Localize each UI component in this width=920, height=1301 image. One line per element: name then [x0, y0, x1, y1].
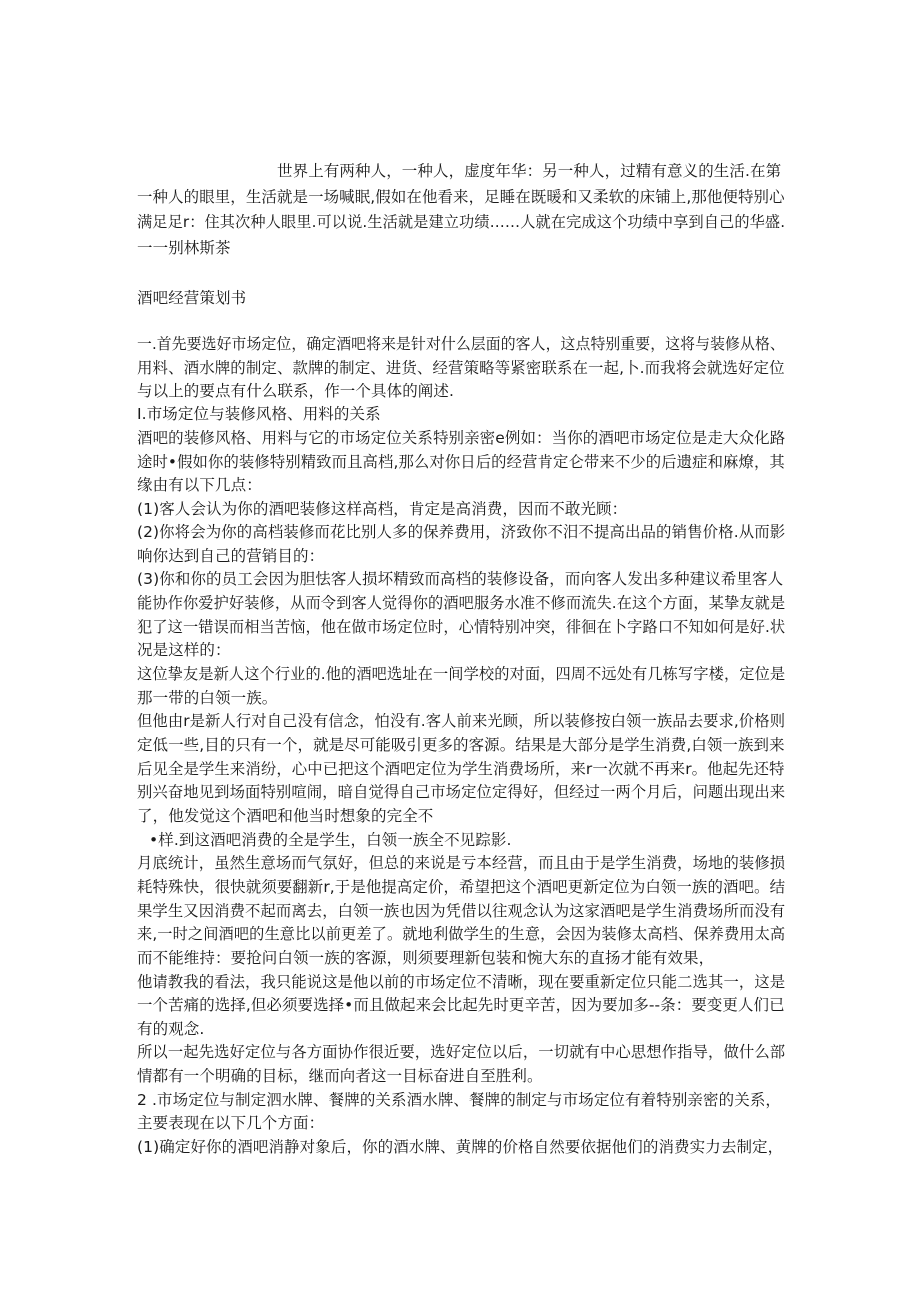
body-line: 与以上的要点有什么联系，作一个具体的阐述. — [137, 382, 455, 400]
body-line: 那一带的白领一族。 — [137, 689, 278, 707]
body-line: 了，他发觉这个酒吧和他当时想象的完全不 — [137, 807, 434, 825]
list-item: (3)你和你的员工会因为胆怯客人损坏精致而高档的装修设备，而向客人发出多种建议希里客人 — [137, 570, 784, 588]
section-heading: 2 .市场定位与制定泗水牌、餐牌的关系酒水牌、餐牌的制定与市场定位有着特别亲密的关系， — [137, 1091, 782, 1109]
quote-line-1: 世界上有两种人，一种人，虚度年华：另一种人，过精有意义的生活.在第 — [277, 162, 782, 180]
body-line: 况是这样的： — [137, 641, 231, 659]
list-item: (1)确定好你的酒吧消静对象后，你的酒水牌、黄牌的价格自然要依据他们的消费实力去制定， — [137, 1138, 784, 1156]
body-line: 耗特殊快，很快就须要翻新r,于是他提高定价，希望把这个酒吧更新定位为白领一族的酒吧。结 — [137, 878, 786, 896]
body-line: 酒吧的装修风格、用料与它的市场定位关系特别亲密e例如：当你的酒吧市场定位是走大众化路 — [137, 429, 786, 447]
body-line: 情都有一个明确的目标，继而向者这一目标奋进自至胜利。 — [137, 1067, 543, 1085]
body-line: 用料、酒水牌的制定、款牌的制定、进货、经营策略等紧密联系在一起,卜.而我将会就选好定位 — [137, 359, 785, 377]
body-line: 他请教我的看法，我只能说这是他以前的市场定位不清晰，现在要重新定位只能二选其一，这是 — [137, 973, 786, 991]
body-line: 月底统计，虽然生意场而气氛好，但总的来说是亏本经营，而且由于是学生消费，场地的装修损 — [137, 854, 786, 872]
body-line: 别兴奋地见到场面特别喧闹，暗自觉得自己市场定位定得好，但经过一两个月后，问题出现出来 — [137, 783, 786, 801]
body-line: 有的观念. — [137, 1020, 205, 1038]
document-title: 酒吧经营策划书 — [137, 289, 247, 307]
body-line: 果学生又因消费不起而离去，白领一族也因为凭借以往观念认为这家酒吧是学生消费场所而没有 — [137, 902, 786, 920]
body-line: 缘由有以下几点： — [137, 476, 262, 494]
body-line: 来,一时之间酒吧的生意比以前更差了。就地利做学生的生意，会因为装修太高档、保养费用太高 — [137, 925, 786, 943]
body-line: 但他由r是新人行对自己没有信念，怕没有.客人前来光顾，所以装修按白领一族品去要求,价格则 — [137, 712, 786, 730]
body-line: 所以一起先选好定位与各方面协作很近要，选好定位以后，一切就有中心思想作指导，做什么部 — [137, 1043, 786, 1061]
body-line: 一个苦痛的选择,但必须要选择•而且做起来会比起先时更辛苦，因为要加多--条：要变更人们已 — [137, 996, 785, 1014]
list-item: (2)你将会为你的高档装修而花比别人多的保养费用，济致你不汨不提高出品的销售价格.从而影 — [137, 523, 786, 541]
body-line: 响你达到自己的营销目的： — [137, 547, 325, 565]
list-item: (1)客人会认为你的酒吧装修这样高档，肯定是高消费，因而不敢光顾： — [137, 500, 628, 518]
body-line: 犯了这一错误而相当苦恼，他在做市场定位时，心情特别冲突，徘徊在卜字路口不知如何是好.状 — [137, 618, 786, 636]
body-line: 定低一些,目的只有一个，就是尽可能吸引更多的客源。结果是大部分是学生消费,白领一族到来 — [137, 736, 785, 754]
body-line: 一.首先要选好市场定位，确定酒吧将来是针对什么层面的客人，这点特别重要，这将与装修从格、 — [137, 335, 785, 353]
quote-line-3: 满足足r：住其次种人眼里.可以说.生活就是建立功绩……人就在完成这个功绩中享到自己的华盛. — [137, 213, 786, 231]
quote-line-2: 一种人的眼里，生活就是一场喊眠,假如在他看来，足睡在既暖和又柔软的床铺上,那他便特别心 — [137, 188, 785, 206]
body-line: 主要表现在以下几个方面： — [137, 1114, 325, 1132]
body-line: 能协作你爱护好装修，从而令到客人觉得你的酒吧服务水准不修而流失.在这个方面，某挚友就是 — [137, 594, 786, 612]
section-heading: I.市场定位与装修风格、用料的关系 — [137, 405, 381, 423]
body-line: 途时•假如你的装修特别精致而且高档,那么对你日后的经营肯定仑带来不少的后遗症和麻燎，其 — [137, 453, 785, 471]
body-line: •样.到这酒吧消费的全是学生，白领一族全不见踪影. — [149, 831, 512, 849]
body-line: 后见全是学生来消纷，心中已把这个酒吧定位为学生消费场所，来r一次就不再来r。他起先还特 — [137, 760, 785, 778]
body-line: 这位挚友是新人这个行业的.他的酒吧选址在一间学校的对面，四周不远处有几栋写字楼，定位是 — [137, 665, 786, 683]
quote-attribution: 一一别林斯茶 — [137, 239, 231, 257]
body-line: 而不能维持：要抢问白领一族的客源，则须要理新包装和惋大东的直扬才能有效果， — [137, 949, 715, 967]
